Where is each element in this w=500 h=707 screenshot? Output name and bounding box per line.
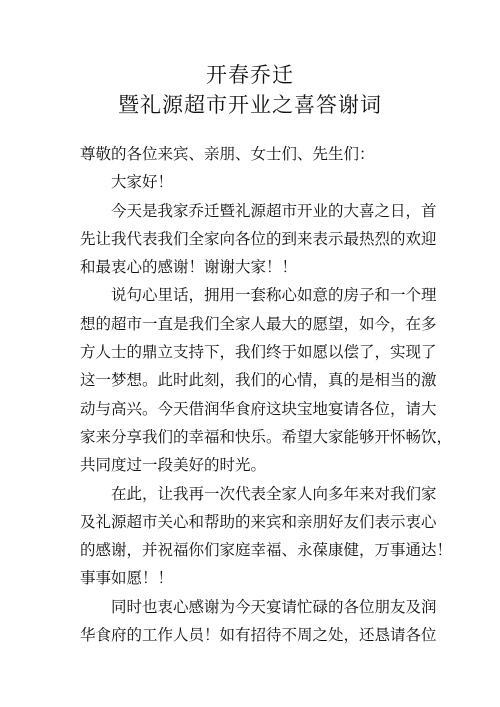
paragraph-line: 共同度过一段美好的时光。 [80,456,267,475]
salutation: 尊敬的各位来宾、亲朋、女士们、先生们： [80,145,375,163]
paragraph-line: 今天是我家乔迁暨礼源超市开业的大喜之日，首 [111,201,437,220]
paragraph-line: 在此，让我再一次代表全家人向多年来对我们家 [111,484,437,503]
paragraph-line: 家来分享我们的幸福和快乐。希望大家能够开怀畅饮， [80,427,453,446]
paragraph-wish [80,281,453,479]
paragraph-line: 想的超市一直是我们全家人最大的愿望，如今，在多 [80,314,437,333]
paragraph-line: 说句心里话，拥用一套称心如意的房子和一个理 [111,286,437,305]
paragraph-staff-thanks [80,593,440,650]
title-line: 暨礼源超市开业之喜答谢词 [118,93,382,117]
paragraph-line: 先让我代表我们全家向各位的到来表示最热烈的欢迎 [80,229,437,248]
title-line: 开春乔迁 [206,63,294,87]
paragraph-line: 同时也衷心感谢为今天宴请忙碌的各位朋友及润 [111,597,437,616]
paragraph-welcome [80,197,440,282]
paragraph-greeting [80,168,440,196]
paragraph-line: 和最衷心的感谢！谢谢大家！！ [80,258,298,277]
paragraph-line: 及礼源超市关心和帮助的来宾和亲朋好友们表示衷心 [80,512,437,531]
paragraph-line: 华食府的工作人员！如有招待不周之处，还恳请各位 [80,626,437,645]
paragraph-line: 这一梦想。此时此刻，我们的心情，真的是相当的激 [80,371,437,390]
paragraph-thanks [80,480,453,593]
document-title [0,60,500,120]
paragraph-line: 方人士的鼎立支持下，我们终于如愿以偿了，实现了 [80,343,437,362]
paragraph-line: 的感谢，并祝福你们家庭幸福、永葆康健，万事通达！ [80,541,453,560]
document-body [80,140,453,649]
paragraph-line: 大家好！ [111,173,174,192]
paragraph-line: 事事如愿！！ [80,569,174,588]
paragraph-line: 动与高兴。今天借润华食府这块宝地宴请各位，请大 [80,399,437,418]
